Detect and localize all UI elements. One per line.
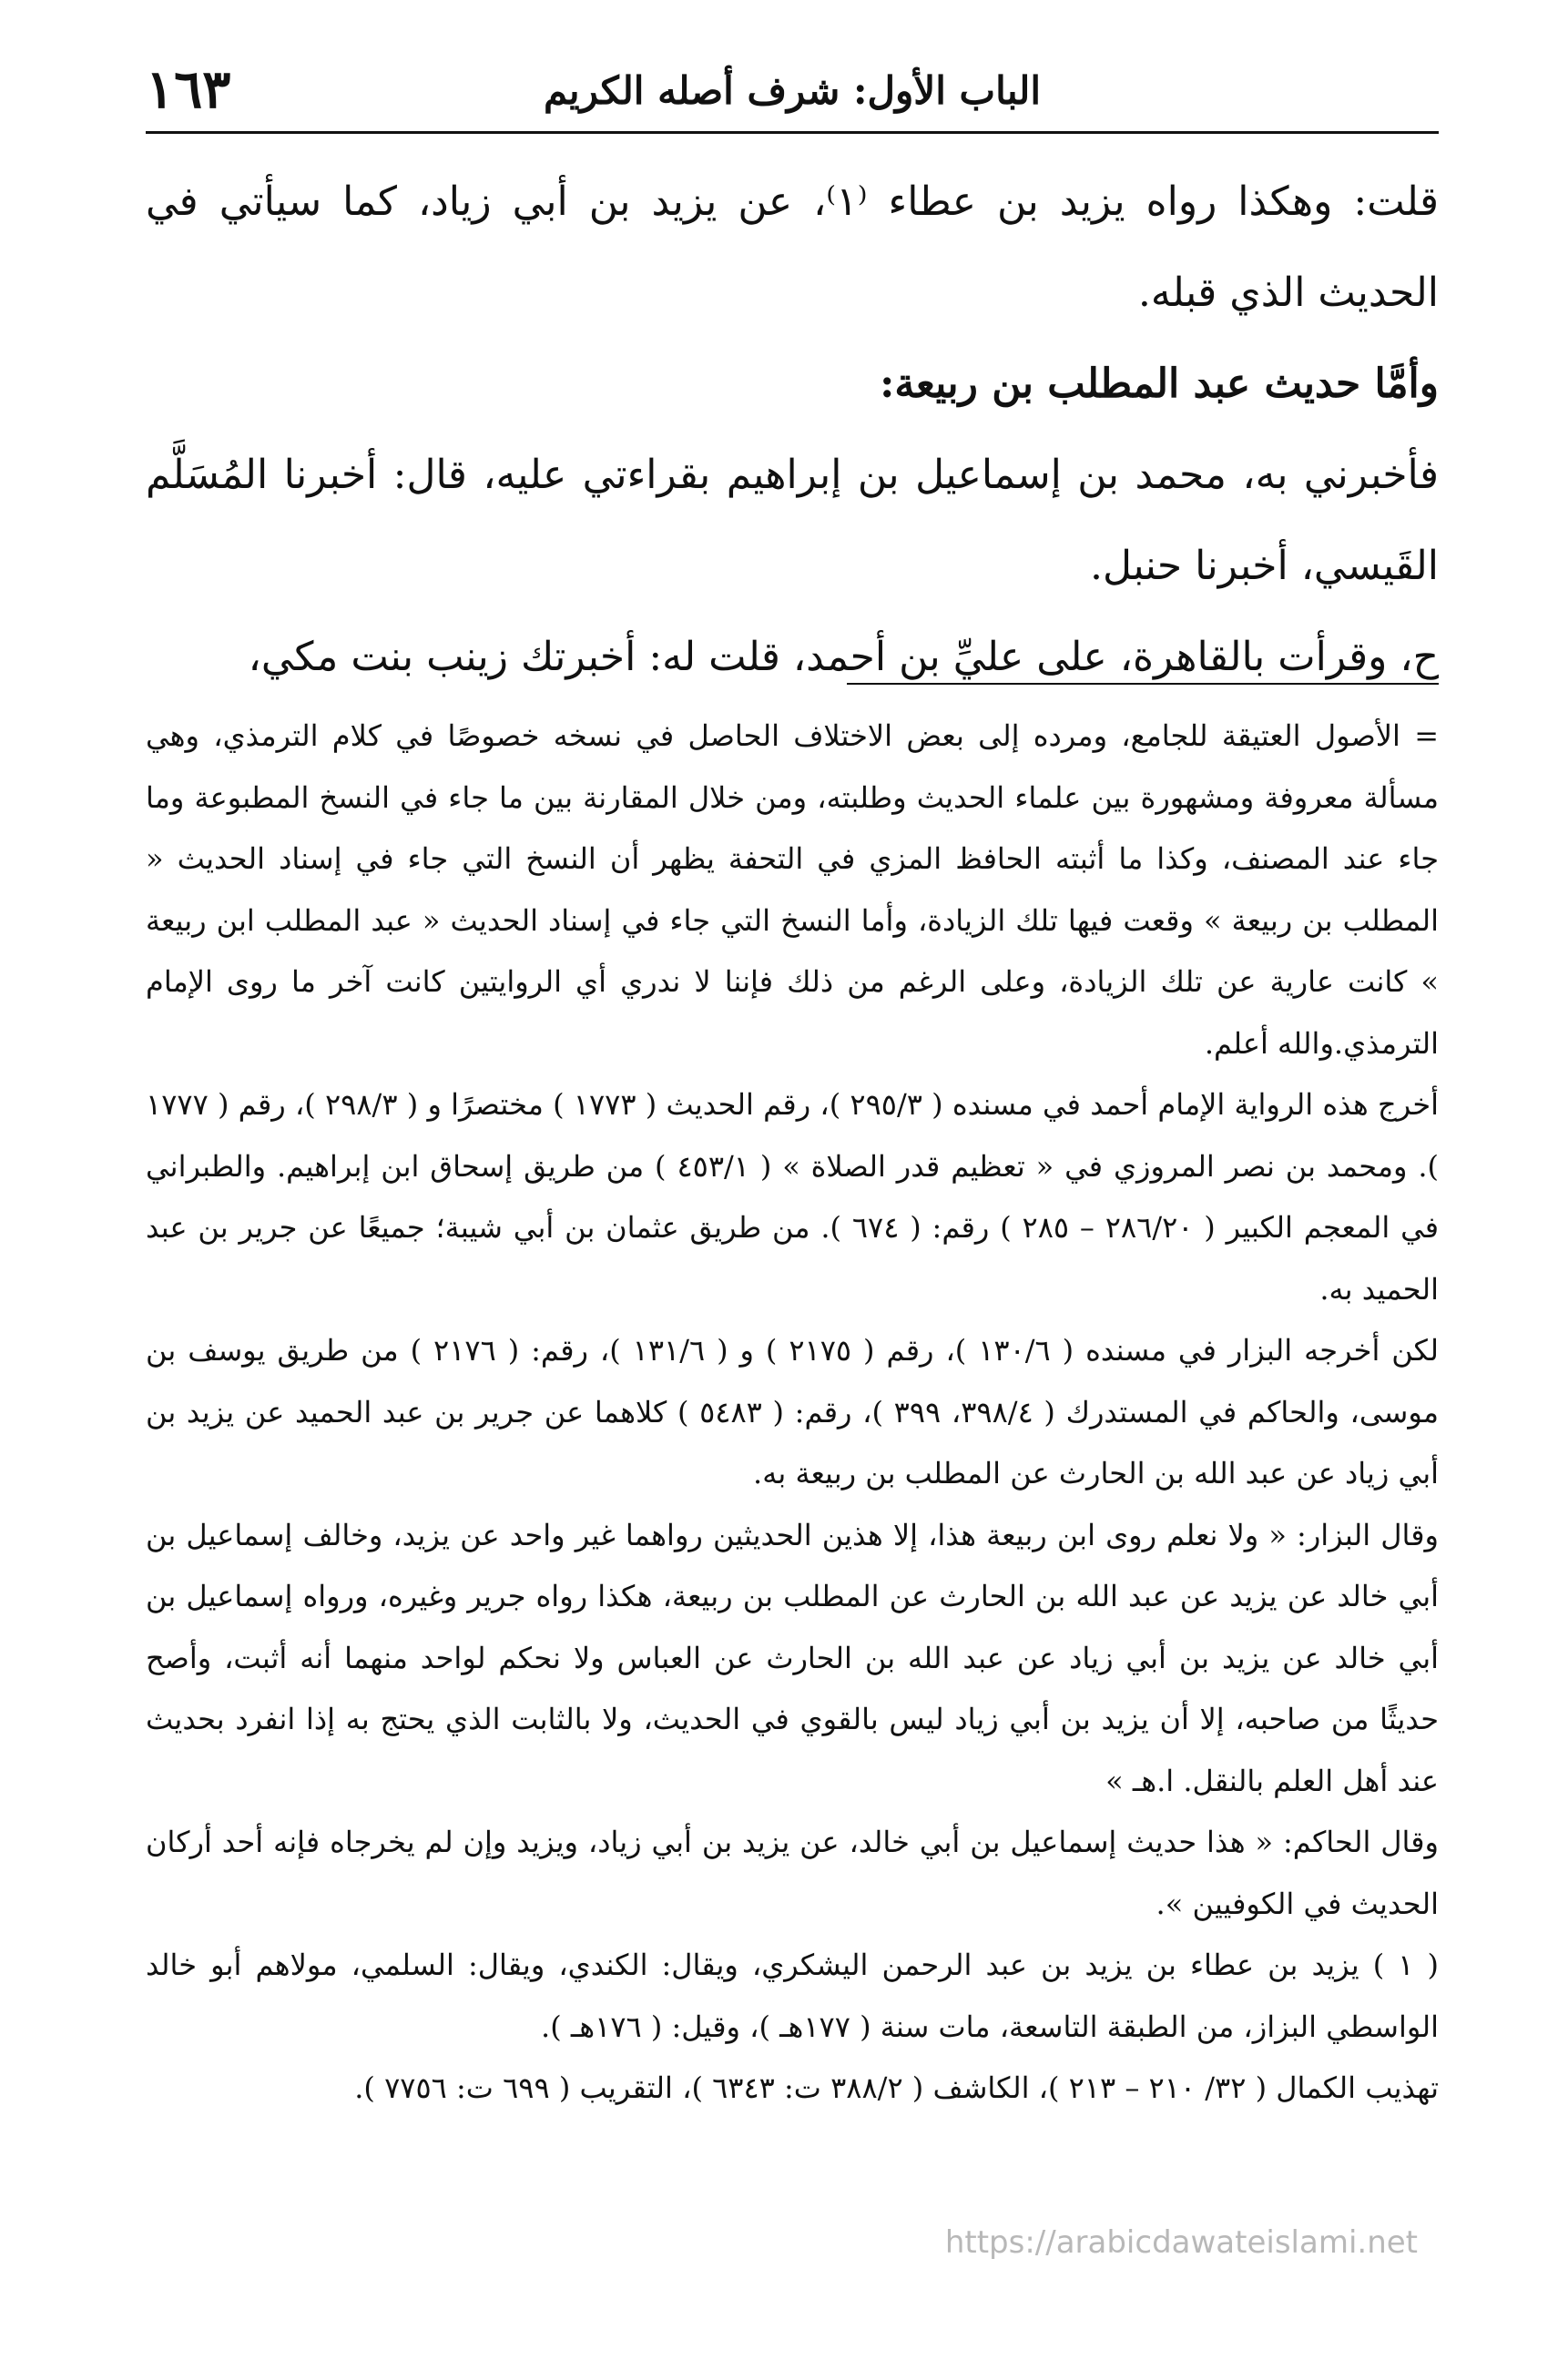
footnote-paragraph: وقال الحاكم: « هذا حديث إسماعيل بن أبي خالد، عن يزيد بن أبي زياد، ويزيد وإن لم يخرجاه فإنه أحد أركان الحديث في الكوفيين ». — [146, 1825, 1439, 1921]
book-page — [146, 0, 1439, 2360]
page-number: ١٦٣ — [146, 58, 231, 120]
main-paragraph: ح، وقرأت بالقاهرة، على عليِّ بن أحمد، قلت له: أخبرتك زينب بنت مكي، — [248, 634, 1439, 680]
footnote-separator — [847, 683, 1439, 685]
footnote-paragraph: أخرج هذه الرواية الإمام أحمد في مسنده ( ٢٩٥/٣ )، رقم الحديث ( ١٧٧٣ ) مختصرًا و ( ٢٩٨/٣ )، رقم ( ١٧٧٧ ). ومحمد بن نصر المروزي في « تعظيم قدر الصلاة » ( ٤٥٣/١ ) من طريق إسحاق ابن إبراهيم. والطبراني في المعجم الكبير ( ٢٨٦/٢٠ – ٢٨٥ ) رقم: ( ٦٧٤ ). من طريق عثمان بن أبي شيبة؛ جميعًا عن جرير بن عبد الحميد به. — [146, 1087, 1440, 1307]
watermark-url: https://arabicdawateislami.net — [944, 2224, 1418, 2261]
header-rule — [146, 131, 1439, 134]
main-paragraph: قلت: وهكذا رواه يزيد بن عطاء ⁽١⁾، عن يزيد بن أبي زياد، كما سيأتي في الحديث الذي قبله. — [146, 178, 1440, 316]
footnote-1: ( ١ ) يزيد بن عطاء بن يزيد بن عبد الرحمن اليشكري، ويقال: الكندي، ويقال: السلمي، مولاهم أبو خالد الواسطي البزاز، من الطبقة التاسعة، مات سنة ( ١٧٧هـ )، وقيل: ( ١٧٦هـ ). — [146, 1948, 1440, 2044]
footnotes — [146, 706, 1439, 2120]
footnote-paragraph: وقال البزار: « ولا نعلم روى ابن ربيعة هذا، إلا هذين الحديثين رواهما غير واحد عن يزيد، وخالف إسماعيل بن أبي خالد عن يزيد عن عبد الله بن الحارث عن المطلب بن ربيعة، هكذا رواه جرير وغيره، ورواه إسماعيل بن أبي خالد عن يزيد بن أبي زياد عن عبد الله بن الحارث عن العباس ولا نحكم لواحد منهما أنه أثبت، وأصح حديثًا من صاحبه، إلا أن يزيد بن أبي زياد ليس بالقوي في الحديث، ولا بالثابت الذي يحتج به إذا انفرد بحديث عند أهل العلم بالنقل. ا.هـ » — [146, 1517, 1439, 1798]
main-paragraph: فأخبرني به، محمد بن إسماعيل بن إبراهيم بقراءتي عليه، قال: أخبرنا المُسَلَّم القَيسي، أخبرنا حنبل. — [146, 452, 1439, 589]
running-head: الباب الأول: شرف أصله الكريم — [543, 68, 1042, 113]
footnote-continuation: = الأصول العتيقة للجامع، ومرده إلى بعض الاختلاف الحاصل في نسخه خصوصًا في كلام الترمذي، وهي مسألة معروفة ومشهورة بين علماء الحديث وطلبته، ومن خلال المقارنة بين ما جاء في النسخ المطبوعة وما جاء عند المصنف، وكذا ما أثبته الحافظ المزي في التحفة يظهر أن النسخ التي جاء في إسناد الحديث « المطلب بن ربيعة » وقعت فيها تلك الزيادة، وأما النسخ التي جاء في إسناد الحديث « عبد المطلب ابن ربيعة » كانت عارية عن تلك الزيادة، وعلى الرغم من ذلك فإننا لا ندري أي الروايتين كانت آخر ما روى الإمام الترمذي.والله أعلم. — [146, 718, 1440, 1061]
footnote-paragraph: لكن أخرجه البزار في مسنده ( ١٣٠/٦ )، رقم ( ٢١٧٥ ) و ( ١٣١/٦ )، رقم: ( ٢١٧٦ ) من طريق يوسف بن موسى، والحاكم في المستدرك ( ٣٩٨/٤، ٣٩٩ )، رقم: ( ٥٤٨٣ ) كلاهما عن جرير بن عبد الحميد عن يزيد بن أبي زياد عن عبد الله بن الحارث عن المطلب بن ربيعة به. — [146, 1333, 1440, 1490]
section-heading: وأمَّا حديث عبد المطلب بن ربيعة: — [880, 361, 1439, 407]
main-text — [146, 157, 1439, 703]
footnote-1-references: تهذيب الكمال ( ٣٢/ ٢١٠ – ٢١٣ )، الكاشف ( ٣٨٨/٢ ت: ٦٣٤٣ )، التقريب ( ٦٩٩ ت: ٧٧٥٦ ). — [354, 2070, 1439, 2105]
page-header — [146, 56, 1439, 131]
